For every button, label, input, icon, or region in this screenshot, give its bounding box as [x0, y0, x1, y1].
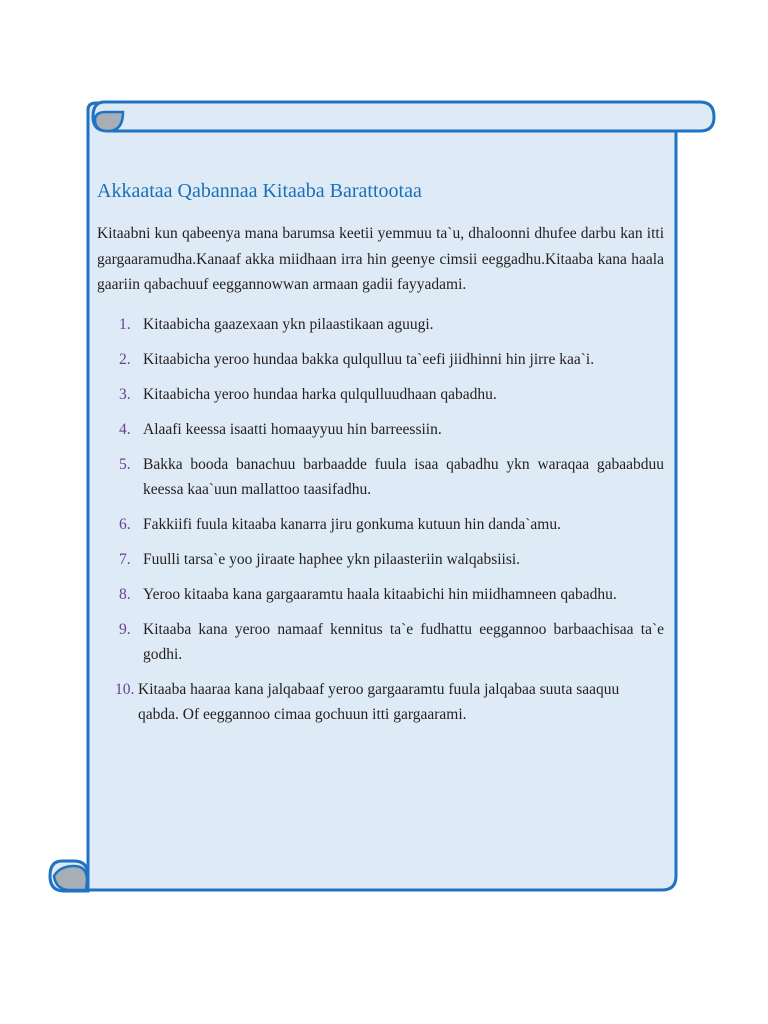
list-item-text: Kitaabicha gaazexaan ykn pilaastikaan aguugi.: [143, 315, 434, 333]
list-item-number: 1.: [119, 315, 131, 333]
list-item-text: Bakka booda banachuu barbaadde fuula isaa qabadhu ykn waraqaa gabaabduu keessa kaa`uun mallattoo taasifadhu.: [143, 455, 664, 498]
list-item-text: Kitaaba kana yeroo namaaf kennitus ta`e fudhattu eeggannoo barbaachisaa ta`e godhi.: [143, 620, 664, 663]
list-item-number: 4.: [119, 420, 131, 438]
list-item-number: 9.: [119, 620, 131, 638]
list-item: [97, 582, 664, 607]
scroll-top-curl: [95, 112, 123, 131]
list-item-text: Fakkiifi fuula kitaaba kanarra jiru gonkuma kutuun hin danda`amu.: [143, 515, 561, 533]
list-item: [97, 312, 664, 337]
list-item-number: 8.: [119, 585, 131, 603]
list-item: [97, 382, 664, 407]
scroll-content: [97, 180, 664, 737]
list-item-number: 6.: [119, 515, 131, 533]
list-item: [97, 547, 664, 572]
list-item-text: Yeroo kitaaba kana gargaaramtu haala kitaabichi hin miidhamneen qabadhu.: [143, 585, 617, 603]
list-item-number: 5.: [119, 455, 131, 473]
list-item-number: 2.: [119, 350, 131, 368]
list-item-text: Alaafi keessa isaatti homaayyuu hin barreessiin.: [143, 420, 442, 438]
list-item: [97, 347, 664, 372]
list-item: [97, 512, 664, 537]
list-item-number: 3.: [119, 385, 131, 403]
list-item-number: 7.: [119, 550, 131, 568]
scroll-top-roll: [93, 102, 714, 131]
intro-paragraph: Kitaabni kun qabeenya mana barumsa keetii yemmuu ta`u, dhaloonni dhufee darbu kan itti gargaaramudha.Kanaaf akka miidhaan irra hin geenye cimsii eeggadhu.Kitaaba kana haala gaariin qabachuuf eeggannowwan armaan gadii fayyadami.: [97, 225, 664, 293]
list-item-text: Kitaaba haaraa kana jalqabaaf yeroo gargaaramtu fuula jalqabaa suuta saaquu qabda. Of eeggannoo cimaa gochuun itti gargaarami.: [138, 680, 620, 723]
scroll-bottom-curl: [54, 866, 87, 890]
list-item: [97, 617, 664, 667]
list-item-number: 10.: [115, 680, 135, 698]
list-item: [97, 417, 664, 442]
list-item-text: Kitaabicha yeroo hundaa bakka qulqulluu ta`eefi jiidhinni hin jirre kaa`i.: [143, 350, 595, 368]
list-item-text: Fuulli tarsa`e yoo jiraate haphee ykn pilaasteriin walqabsiisi.: [143, 550, 521, 568]
rules-list: [97, 312, 664, 727]
page-title: Akkaataa Qabannaa Kitaaba Barattootaa: [97, 180, 422, 202]
list-item: [97, 452, 664, 502]
list-item-text: Kitaabicha yeroo hundaa harka qulqulluudhaan qabadhu.: [143, 385, 497, 403]
list-item: [97, 677, 664, 727]
